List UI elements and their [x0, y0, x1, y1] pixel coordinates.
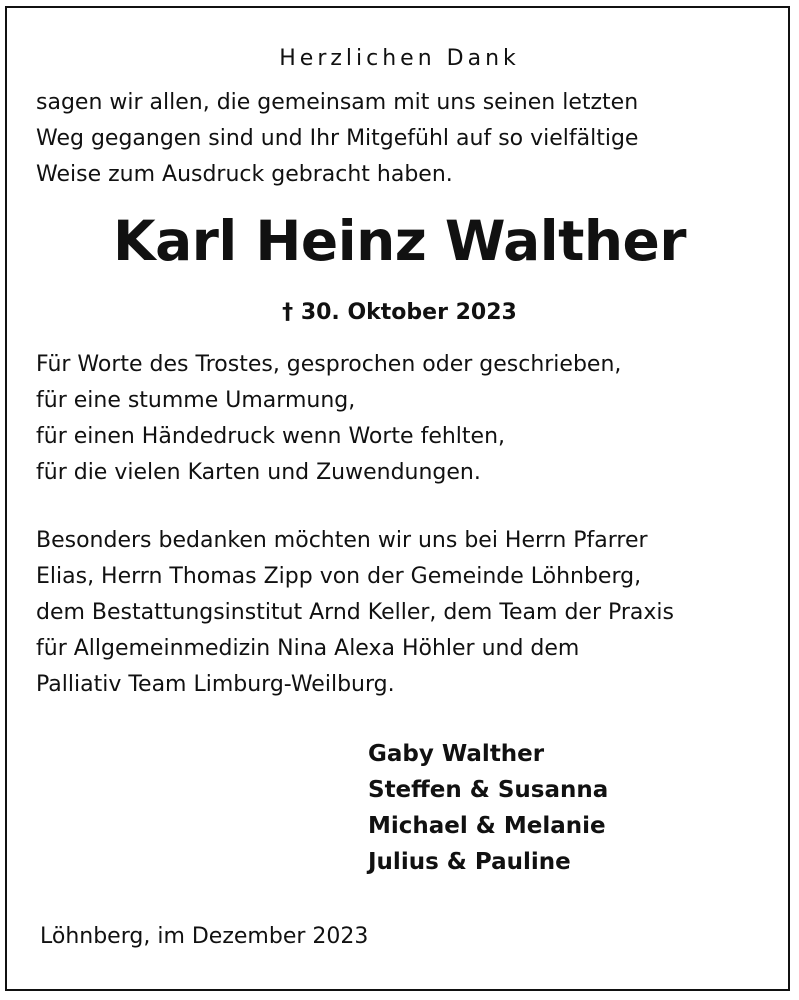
special-thanks-line: für Allgemeinmedizin Nina Alexa Höhler und dem	[36, 636, 580, 661]
thanks-line: für einen Händedruck wenn Worte fehlten,	[36, 424, 506, 449]
intro-line: sagen wir allen, die gemeinsam mit uns seinen letzten	[36, 90, 639, 115]
intro-line: Weg gegangen sind und Ihr Mitgefühl auf so vielfältige	[36, 126, 639, 151]
special-thanks-line: dem Bestattungsinstitut Arnd Keller, dem Team der Praxis	[36, 600, 674, 625]
signer-name: Gaby Walther	[368, 741, 545, 767]
death-date: † 30. Oktober 2023	[282, 300, 517, 325]
heading: Herzlichen Dank	[279, 46, 520, 71]
thanks-line: Für Worte des Trostes, gesprochen oder geschrieben,	[36, 352, 622, 377]
place-date: Löhnberg, im Dezember 2023	[40, 924, 369, 949]
signer-name: Julius & Pauline	[368, 849, 571, 875]
signer-name: Michael & Melanie	[368, 813, 606, 839]
special-thanks-line: Palliativ Team Limburg-Weilburg.	[36, 672, 395, 697]
deceased-name: Karl Heinz Walther	[113, 209, 686, 273]
special-thanks-line: Besonders bedanken möchten wir uns bei Herrn Pfarrer	[36, 528, 648, 553]
notice-border	[5, 6, 790, 991]
special-thanks-line: Elias, Herrn Thomas Zipp von der Gemeinde Löhnberg,	[36, 564, 642, 589]
intro-line: Weise zum Ausdruck gebracht haben.	[36, 162, 453, 187]
thanks-line: für die vielen Karten und Zuwendungen.	[36, 460, 481, 485]
signer-name: Steffen & Susanna	[368, 777, 609, 803]
thanks-line: für eine stumme Umarmung,	[36, 388, 356, 413]
